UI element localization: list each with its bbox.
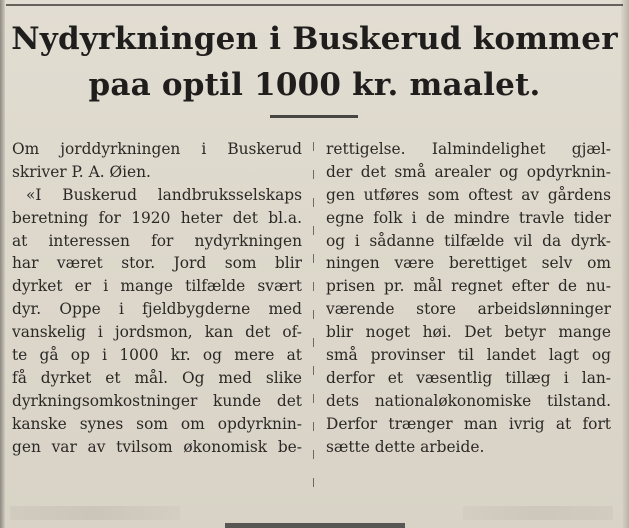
text-line: ningen være berettiget selv om xyxy=(326,254,611,273)
text-line: og i sådanne tilfælde vil da dyrk- xyxy=(326,231,611,250)
text-line: blir noget høi. Det betyr mange xyxy=(326,323,611,342)
bottom-rule xyxy=(225,523,405,528)
headline-line-1: Nydyrkningen i Buskerud kommer xyxy=(11,21,618,57)
headline-line-2: paa optil 1000 kr. maalet. xyxy=(88,67,541,103)
text-line: har været stor. Jord som blir xyxy=(12,254,302,273)
column-separator xyxy=(313,142,314,492)
text-line: kanske synes som om opdyrknin- xyxy=(12,414,302,433)
text-line: beretning for 1920 heter det bl.a. xyxy=(12,208,302,227)
text-line: dyrkningsomkostninger kunde det xyxy=(12,391,302,410)
text-line: dets nationaløkonomiske tilstand. xyxy=(326,391,611,410)
text-line: værende store arbeidslønninger xyxy=(326,300,611,319)
text-line: vanskelig i jordsmon, kan det of- xyxy=(12,323,302,342)
text-line: at interessen for nydyrkningen xyxy=(12,231,302,250)
text-line: Derfor trænger man ivrig at fort xyxy=(326,414,611,433)
top-rule xyxy=(6,4,623,6)
text-line: prisen pr. mål regnet efter de nu- xyxy=(326,277,611,296)
text-line: dyrket er i mange tilfælde svært xyxy=(12,277,302,296)
text-line: gen var av tvilsom økonomisk be- xyxy=(12,437,302,456)
text-line: små provinser til landet lagt og xyxy=(326,346,611,365)
text-line: skriver P. A. Øien. xyxy=(12,162,151,181)
text-line: derfor et væsentlig tillæg i lan- xyxy=(326,368,611,387)
text-line: Om jorddyrkningen i Buskerud xyxy=(12,140,302,158)
text-line: rettigelse. Ialmindelighet gjæl- xyxy=(326,140,611,158)
text-line: sætte dette arbeide. xyxy=(326,437,485,456)
text-line: dyr. Oppe i fjeldbygderne med xyxy=(12,300,302,319)
text-line: «I Buskerud landbruksselskaps xyxy=(26,185,302,204)
article-column-left xyxy=(12,138,302,458)
bleed-through-text xyxy=(10,506,180,520)
text-line: te gå op i 1000 kr. og mere at xyxy=(12,346,302,365)
text-line: egne folk i de mindre travle tider xyxy=(326,208,611,227)
text-line: gen utføres som oftest av gårdens xyxy=(326,185,611,204)
text-line: få dyrket et mål. Og med slike xyxy=(12,368,302,387)
text-line: der det små arealer og opdyrknin- xyxy=(326,162,611,181)
headline-divider xyxy=(270,115,358,118)
article-column-right xyxy=(326,138,611,458)
bleed-through-text xyxy=(463,506,613,520)
